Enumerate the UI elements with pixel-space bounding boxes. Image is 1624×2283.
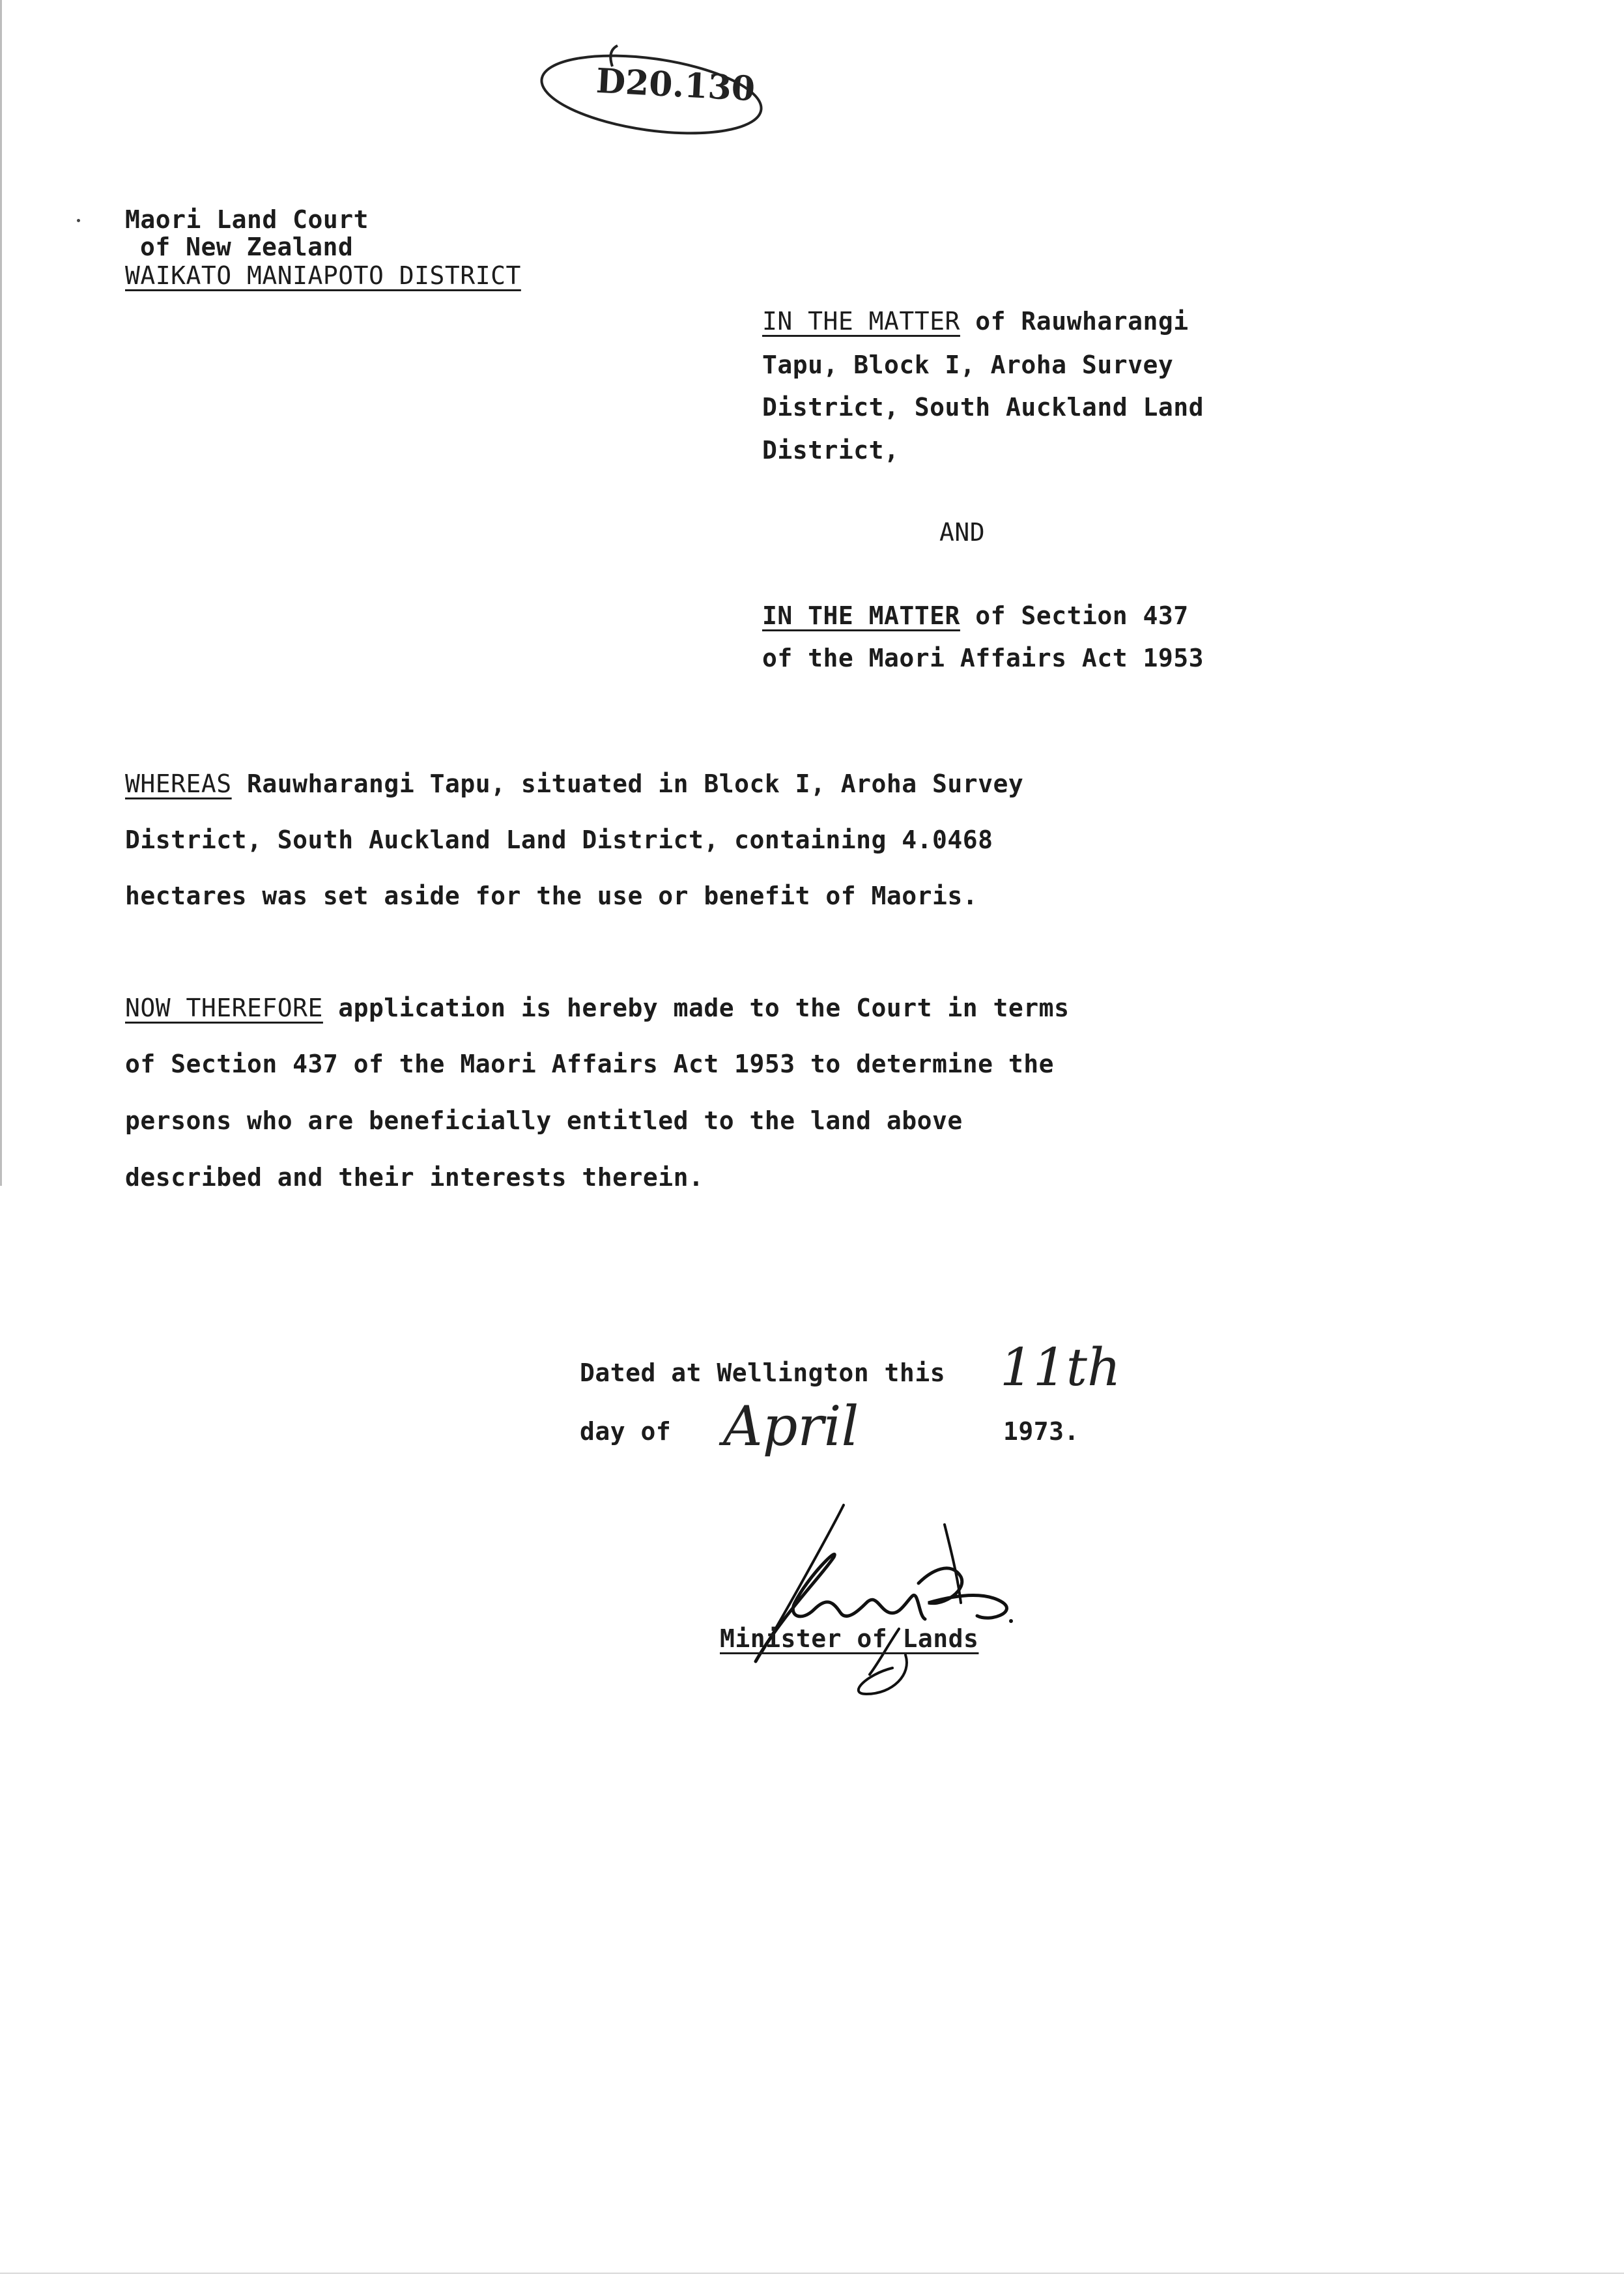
whereas-line1 bbox=[125, 771, 1023, 796]
scan-edge-line bbox=[0, 0, 2, 1186]
district-name: WAIKATO MANIAPOTO DISTRICT bbox=[125, 261, 521, 290]
margin-tick bbox=[77, 219, 80, 222]
matter2-line2: of the Maori Affairs Act 1953 bbox=[762, 644, 1204, 672]
matter2-line1-text: of Section 437 bbox=[960, 601, 1189, 630]
now-therefore-line3: persons who are beneficially entitled to the land above bbox=[125, 1106, 963, 1135]
now-therefore-line1-text: application is hereby made to the Court in terms bbox=[322, 994, 1070, 1022]
matter1-line1-text: of Rauwharangi bbox=[960, 307, 1189, 336]
handwritten-day: 11th bbox=[1000, 1337, 1121, 1398]
now-therefore-line2: of Section 437 of the Maori Affairs Act 1953 to determine the bbox=[125, 1050, 1055, 1078]
signature-title: Minister of Lands bbox=[720, 1624, 979, 1653]
matter1-line2: Tapu, Block I, Aroha Survey bbox=[762, 351, 1174, 379]
dated-year: 1973. bbox=[1003, 1417, 1079, 1446]
conjunction-and: AND bbox=[939, 518, 986, 547]
matter2-line1 bbox=[762, 603, 1189, 628]
matter1-line3: District, South Auckland Land bbox=[762, 393, 1204, 422]
matter1-line4: District, bbox=[762, 436, 900, 465]
matter1-line1 bbox=[762, 309, 1189, 334]
whereas-keyword: WHEREAS bbox=[125, 769, 232, 798]
handwritten-month: April bbox=[723, 1394, 859, 1458]
dated-line2: day of bbox=[580, 1417, 672, 1446]
scan-bottom-line bbox=[0, 2273, 1624, 2274]
court-name-line2: of New Zealand bbox=[140, 233, 354, 261]
matter1-heading: IN THE MATTER bbox=[762, 307, 960, 336]
now-therefore-line1 bbox=[125, 996, 1069, 1020]
minister-signature bbox=[704, 1499, 1016, 1694]
whereas-line1-text: Rauwharangi Tapu, situated in Block I, Aroha Survey bbox=[231, 769, 1024, 798]
now-therefore-line4: described and their interests therein. bbox=[125, 1163, 704, 1192]
dated-line1: Dated at Wellington this bbox=[580, 1358, 946, 1387]
file-reference: D20.130 bbox=[595, 61, 756, 109]
now-therefore-keyword: NOW THEREFORE bbox=[125, 994, 323, 1022]
court-name-line1: Maori Land Court bbox=[125, 205, 369, 234]
matter2-heading: IN THE MATTER bbox=[762, 601, 960, 630]
whereas-line2: District, South Auckland Land District, containing 4.0468 bbox=[125, 826, 993, 854]
whereas-line3: hectares was set aside for the use or benefit of Maoris. bbox=[125, 882, 978, 910]
file-reference-stamp bbox=[534, 26, 769, 137]
